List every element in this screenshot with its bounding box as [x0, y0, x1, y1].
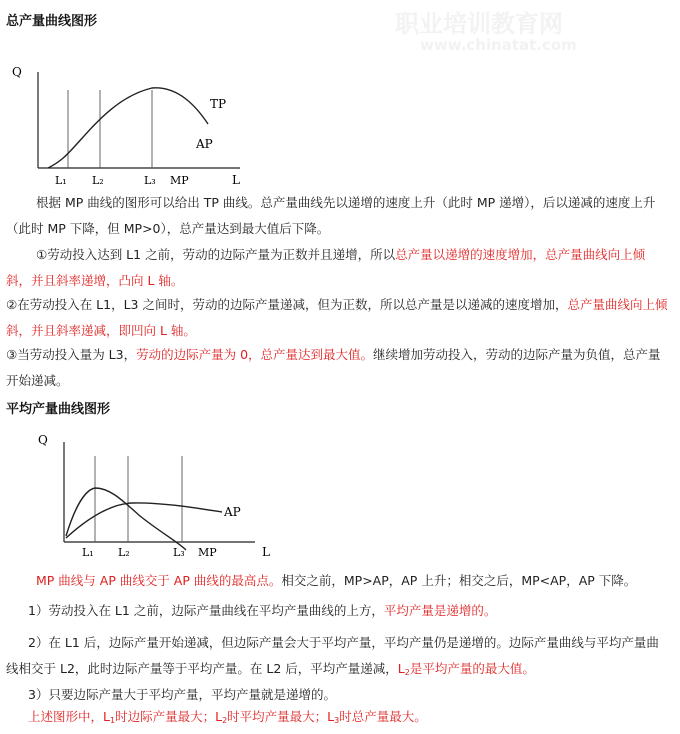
summary-c: 时平均产量最大； — [227, 709, 328, 724]
ap-tick-l2: L₂ — [118, 546, 130, 559]
ap-item-2-l: L — [397, 661, 405, 676]
tp-item-2-text: ②在劳动投入在 L1，L3 之间时，劳动的边际产量递减，但为正数，所以总产量是以递减的速度增加， — [6, 297, 568, 312]
summary-b: 时边际产量最大； — [115, 709, 216, 724]
tp-item-1 — [6, 242, 670, 294]
tp-item-2-highlight: 总产量曲线向上倾斜，并且斜率递减，即凹向 L 轴。 — [6, 297, 668, 338]
summary-a: 上述图形中， — [28, 709, 104, 724]
ap-paragraph-highlight: MP 曲线与 AP 曲线交于 AP 曲线的最高点。 — [36, 573, 282, 588]
watermark-brand: 职业培训教育网 — [395, 10, 563, 38]
summary-d: 时总产量最大。 — [339, 709, 427, 724]
summary-text — [28, 709, 427, 724]
section2-title: 平均产量曲线图形 — [6, 402, 111, 417]
tp-item-1-text: ①劳动投入达到 L1 之前，劳动的边际产量为正数并且递增，所以 — [36, 247, 396, 262]
ap-paragraph-rest: 相交之前，MP>AP，AP 上升；相交之后，MP<AP，AP 下降。 — [281, 573, 637, 588]
ap-curve-label: AP — [224, 505, 241, 519]
tp-y-label: Q — [12, 65, 22, 79]
tp-x-label: L — [232, 173, 240, 187]
summary-l3: L — [327, 709, 335, 724]
tp-item-3-highlight: 劳动的边际产量为 0，总产量达到最大值。 — [136, 347, 374, 362]
summary-l1: L — [103, 709, 110, 724]
ap-item-2-rest: 是平均产量的最大值。 — [409, 661, 535, 676]
ap-mp-label: MP — [198, 546, 217, 559]
ap-item-1-text: 1）劳动投入在 L1 之前，边际产量曲线在平均产量曲线的上方， — [28, 603, 384, 618]
tp-chart — [0, 56, 260, 190]
ap-chart — [0, 426, 280, 564]
summary-s1: 1 — [109, 716, 116, 725]
ap-x-label: L — [262, 545, 270, 559]
ap-curve — [66, 503, 222, 538]
mp-curve — [66, 488, 186, 550]
tp-paragraph-text: 根据 MP 曲线的图形可以给出 TP 曲线。总产量曲线先以递增的速度上升（此时 MP 递增），后以递减的速度上升（此时 MP 下降，但 MP>0），总产量达到最大值后下降。 — [6, 195, 656, 236]
section1-title: 总产量曲线图形 — [6, 14, 98, 29]
tp-ap-label: AP — [196, 137, 213, 151]
tp-tick-l2: L₂ — [92, 174, 104, 187]
ap-item-2-highlight — [398, 661, 535, 676]
ap-item-1-highlight: 平均产量是递增的。 — [383, 603, 497, 618]
ap-tick-l1: L₁ — [82, 546, 94, 559]
tp-paragraph — [6, 190, 670, 242]
tp-item-3-text: ③当劳动投入量为 L3， — [6, 347, 137, 362]
ap-item-2-text: 2）在 L1 后，边际产量开始递减，但边际产量会大于平均产量，平均产量仍是递增的。边际产量曲线与平均产量曲线相交于 L2，此时边际产量等于平均产量。在 L2 后，平均产量递减， — [6, 635, 659, 676]
tp-item-1-highlight: 总产量以递增的速度增加，总产量曲线向上倾斜，并且斜率递增，凸向 L 轴。 — [6, 247, 646, 288]
ap-item-3-text: 3）只要边际产量大于平均产量，平均产量就是递增的。 — [28, 687, 336, 702]
tp-item-3 — [6, 342, 670, 394]
ap-item-2 — [6, 630, 670, 686]
summary-s3: 3 — [334, 716, 340, 725]
tp-tick-l1: L₁ — [55, 174, 67, 187]
ap-item-1 — [6, 598, 670, 624]
tp-item-2 — [6, 292, 670, 344]
summary-s2: 2 — [222, 716, 228, 725]
watermark-url: www.chinatat.com — [420, 36, 577, 54]
tp-item-3-rest: 继续增加劳动投入，劳动的边际产量为负值，总产量开始递减。 — [6, 347, 661, 388]
ap-paragraph — [6, 568, 670, 594]
ap-item-2-sub: 2 — [404, 668, 410, 677]
tp-mp-label: MP — [170, 174, 189, 187]
tp-curve-label: TP — [210, 97, 227, 111]
ap-tick-l3: L₃ — [173, 546, 185, 559]
tp-curve — [48, 88, 208, 168]
ap-y-label: Q — [38, 433, 48, 447]
tp-tick-l3: L₃ — [144, 174, 156, 187]
summary-l2: L — [215, 709, 223, 724]
